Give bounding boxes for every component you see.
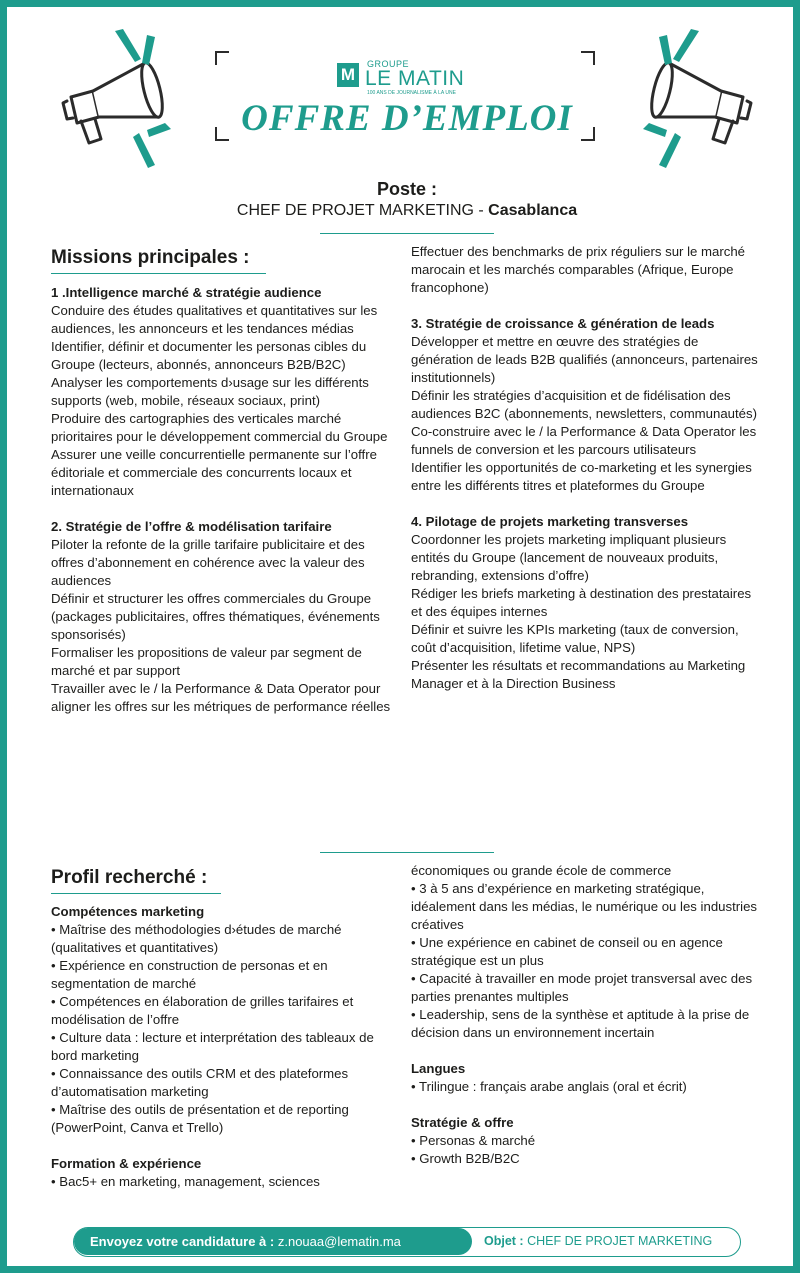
poste-label: Poste : xyxy=(376,179,437,199)
subsection-heading: Langues xyxy=(411,1061,466,1076)
list-item: Identifier, définir et documenter les personas cibles du Groupe (lecteurs, abonnés, annonceurs B2B/B2C) xyxy=(51,339,367,372)
subsection-heading: 4. Pilotage de projets marketing transverses xyxy=(411,514,689,529)
spacer xyxy=(411,1096,761,1114)
spacer xyxy=(411,297,761,315)
list-item: • Personas & marché xyxy=(411,1133,536,1148)
missions-heading-rule xyxy=(51,273,266,274)
list-item: • Maîtrise des méthodologies d›études de marché (qualitatives et quantitatives) xyxy=(51,922,342,955)
missions-left-column xyxy=(51,284,396,716)
list-item: Définir et suivre les KPIs marketing (taux de conversion, coût d’acquisition, lifetime value, NPS) xyxy=(411,622,739,655)
list-item: • Compétences en élaboration de grilles tarifaires et modélisation de l’offre xyxy=(51,994,354,1027)
list-item: • Maîtrise des outils de présentation et de reporting (PowerPoint, Canva et Trello) xyxy=(51,1102,349,1135)
subsection-heading: Compétences marketing xyxy=(51,904,205,919)
group-logo xyxy=(333,57,483,97)
logo-mark: M xyxy=(337,63,359,87)
spacer xyxy=(51,1137,396,1155)
section-divider xyxy=(320,852,494,853)
list-item: • Capacité à travailler en mode projet transversal avec des parties prenantes multiples xyxy=(411,971,753,1004)
profil-heading-rule xyxy=(51,893,221,894)
list-item: Formaliser les propositions de valeur par segment de marché et par support xyxy=(51,645,362,678)
list-item: Effectuer des benchmarks de prix réguliers sur le marché marocain et les marchés comparables (Afrique, Europe francophone) xyxy=(411,244,745,295)
list-item: • Growth B2B/B2C xyxy=(411,1151,520,1166)
profil-heading: Profil recherché : xyxy=(51,867,208,888)
object-label: Objet : xyxy=(484,1234,524,1248)
list-item: Produire des cartographies des verticales marché prioritaires pour le développement commercial du Groupe xyxy=(51,411,388,444)
list-item: • 3 à 5 ans d’expérience en marketing stratégique, idéalement dans les médias, le numérique ou les industries créatives xyxy=(411,881,757,932)
missions-heading: Missions principales : xyxy=(51,247,250,268)
list-item: Conduire des études qualitatives et quantitatives sur les audiences, les annonceurs et les tendances médias xyxy=(51,303,378,336)
poste-city: Casablanca xyxy=(488,202,578,219)
list-item: Coordonner les projets marketing impliquant plusieurs entités du Groupe (lancement de nouveaux produits, rebranding, extensions d’offre) xyxy=(411,532,727,583)
subsection-heading: 1 .Intelligence marché & stratégie audience xyxy=(51,285,322,300)
list-item: • Expérience en construction de personas et en segmentation de marché xyxy=(51,958,328,991)
object-value: CHEF DE PROJET MARKETING xyxy=(527,1234,713,1248)
missions-right-column xyxy=(411,243,761,693)
list-item: Co-construire avec le / la Performance & Data Operator les funnels de conversion et les parcours utilisateurs xyxy=(411,424,757,457)
subsection-heading: Stratégie & offre xyxy=(411,1115,514,1130)
contact-email-link[interactable]: z.nouaa@lematin.ma xyxy=(277,1234,401,1249)
megaphone-right-icon xyxy=(635,25,765,175)
logo-group-text: GROUPE xyxy=(367,59,410,69)
list-item: Assurer une veille concurrentielle permanente sur l’offre éditoriale et commerciale des concurrents locaux et internationaux xyxy=(51,447,377,498)
list-item: • Connaissance des outils CRM et des plateformes d’automatisation marketing xyxy=(51,1066,349,1099)
list-item: Développer et mettre en œuvre des stratégies de génération de leads B2B qualifiés (annonceurs, partenaires institutionnels) xyxy=(411,334,758,385)
logo-tagline: 100 ANS DE JOURNALISME À LA UNE xyxy=(367,90,456,96)
list-item: Présenter les résultats et recommandations au Marketing Manager et à la Direction Business xyxy=(411,658,746,691)
subsection-heading: 3. Stratégie de croissance & génération de leads xyxy=(411,316,715,331)
list-item: Définir les stratégies d’acquisition et de fidélisation des audiences B2C (abonnements, newsletters, communautés) xyxy=(411,388,757,421)
poste-separator: - xyxy=(473,202,489,219)
list-item: Analyser les comportements d›usage sur les différents supports (web, mobile, réseaux sociaux, print) xyxy=(51,375,369,408)
list-item: • Leadership, sens de la synthèse et aptitude à la prise de décision dans un environnement incertain xyxy=(411,1007,750,1040)
send-label: Envoyez votre candidature à : xyxy=(90,1234,275,1249)
header-bracket-top-left xyxy=(215,51,229,65)
offer-title: OFFRE D’EMPLOI xyxy=(241,98,573,139)
subsection-heading: 2. Stratégie de l’offre & modélisation tarifaire xyxy=(51,519,332,534)
send-application-banner xyxy=(74,1228,472,1255)
list-item: Rédiger les briefs marketing à destination des prestataires et des équipes internes xyxy=(411,586,752,619)
header-bracket-top-right xyxy=(581,51,595,65)
list-item: • Bac5+ en marketing, management, sciences xyxy=(51,1174,320,1189)
list-item: économiques ou grande école de commerce xyxy=(411,863,672,878)
list-item: Identifier les opportunités de co-marketing et les synergies entre les différents titres et plateformes du Groupe xyxy=(411,460,752,493)
poste-line xyxy=(7,202,800,220)
subsection-heading: Formation & expérience xyxy=(51,1156,202,1171)
object-line xyxy=(484,1228,712,1255)
spacer xyxy=(411,495,761,513)
poste-divider xyxy=(320,233,494,234)
poste-title: CHEF DE PROJET MARKETING xyxy=(236,202,474,219)
logo-name-text: LE MATIN xyxy=(365,67,465,90)
application-footer xyxy=(73,1227,741,1257)
list-item: Définir et structurer les offres commerciales du Groupe (packages publicitaires, offres thématiques, événements sponsorisés) xyxy=(51,591,380,642)
list-item: • Trilingue : français arabe anglais (oral et écrit) xyxy=(411,1079,687,1094)
list-item: Travailler avec le / la Performance & Data Operator pour aligner les offres sur les métriques de performance réelles xyxy=(51,681,391,714)
spacer xyxy=(51,500,396,518)
list-item: • Une expérience en cabinet de conseil ou en agence stratégique est un plus xyxy=(411,935,723,968)
profil-left-column xyxy=(51,903,396,1191)
profil-right-column xyxy=(411,862,761,1168)
list-item: Piloter la refonte de la grille tarifaire publicitaire et des offres d’abonnement en cohérence avec la valeur des audiences xyxy=(51,537,365,588)
megaphone-left-icon xyxy=(49,25,179,175)
spacer xyxy=(411,1042,761,1060)
list-item: • Culture data : lecture et interprétation des tableaux de bord marketing xyxy=(51,1030,374,1063)
